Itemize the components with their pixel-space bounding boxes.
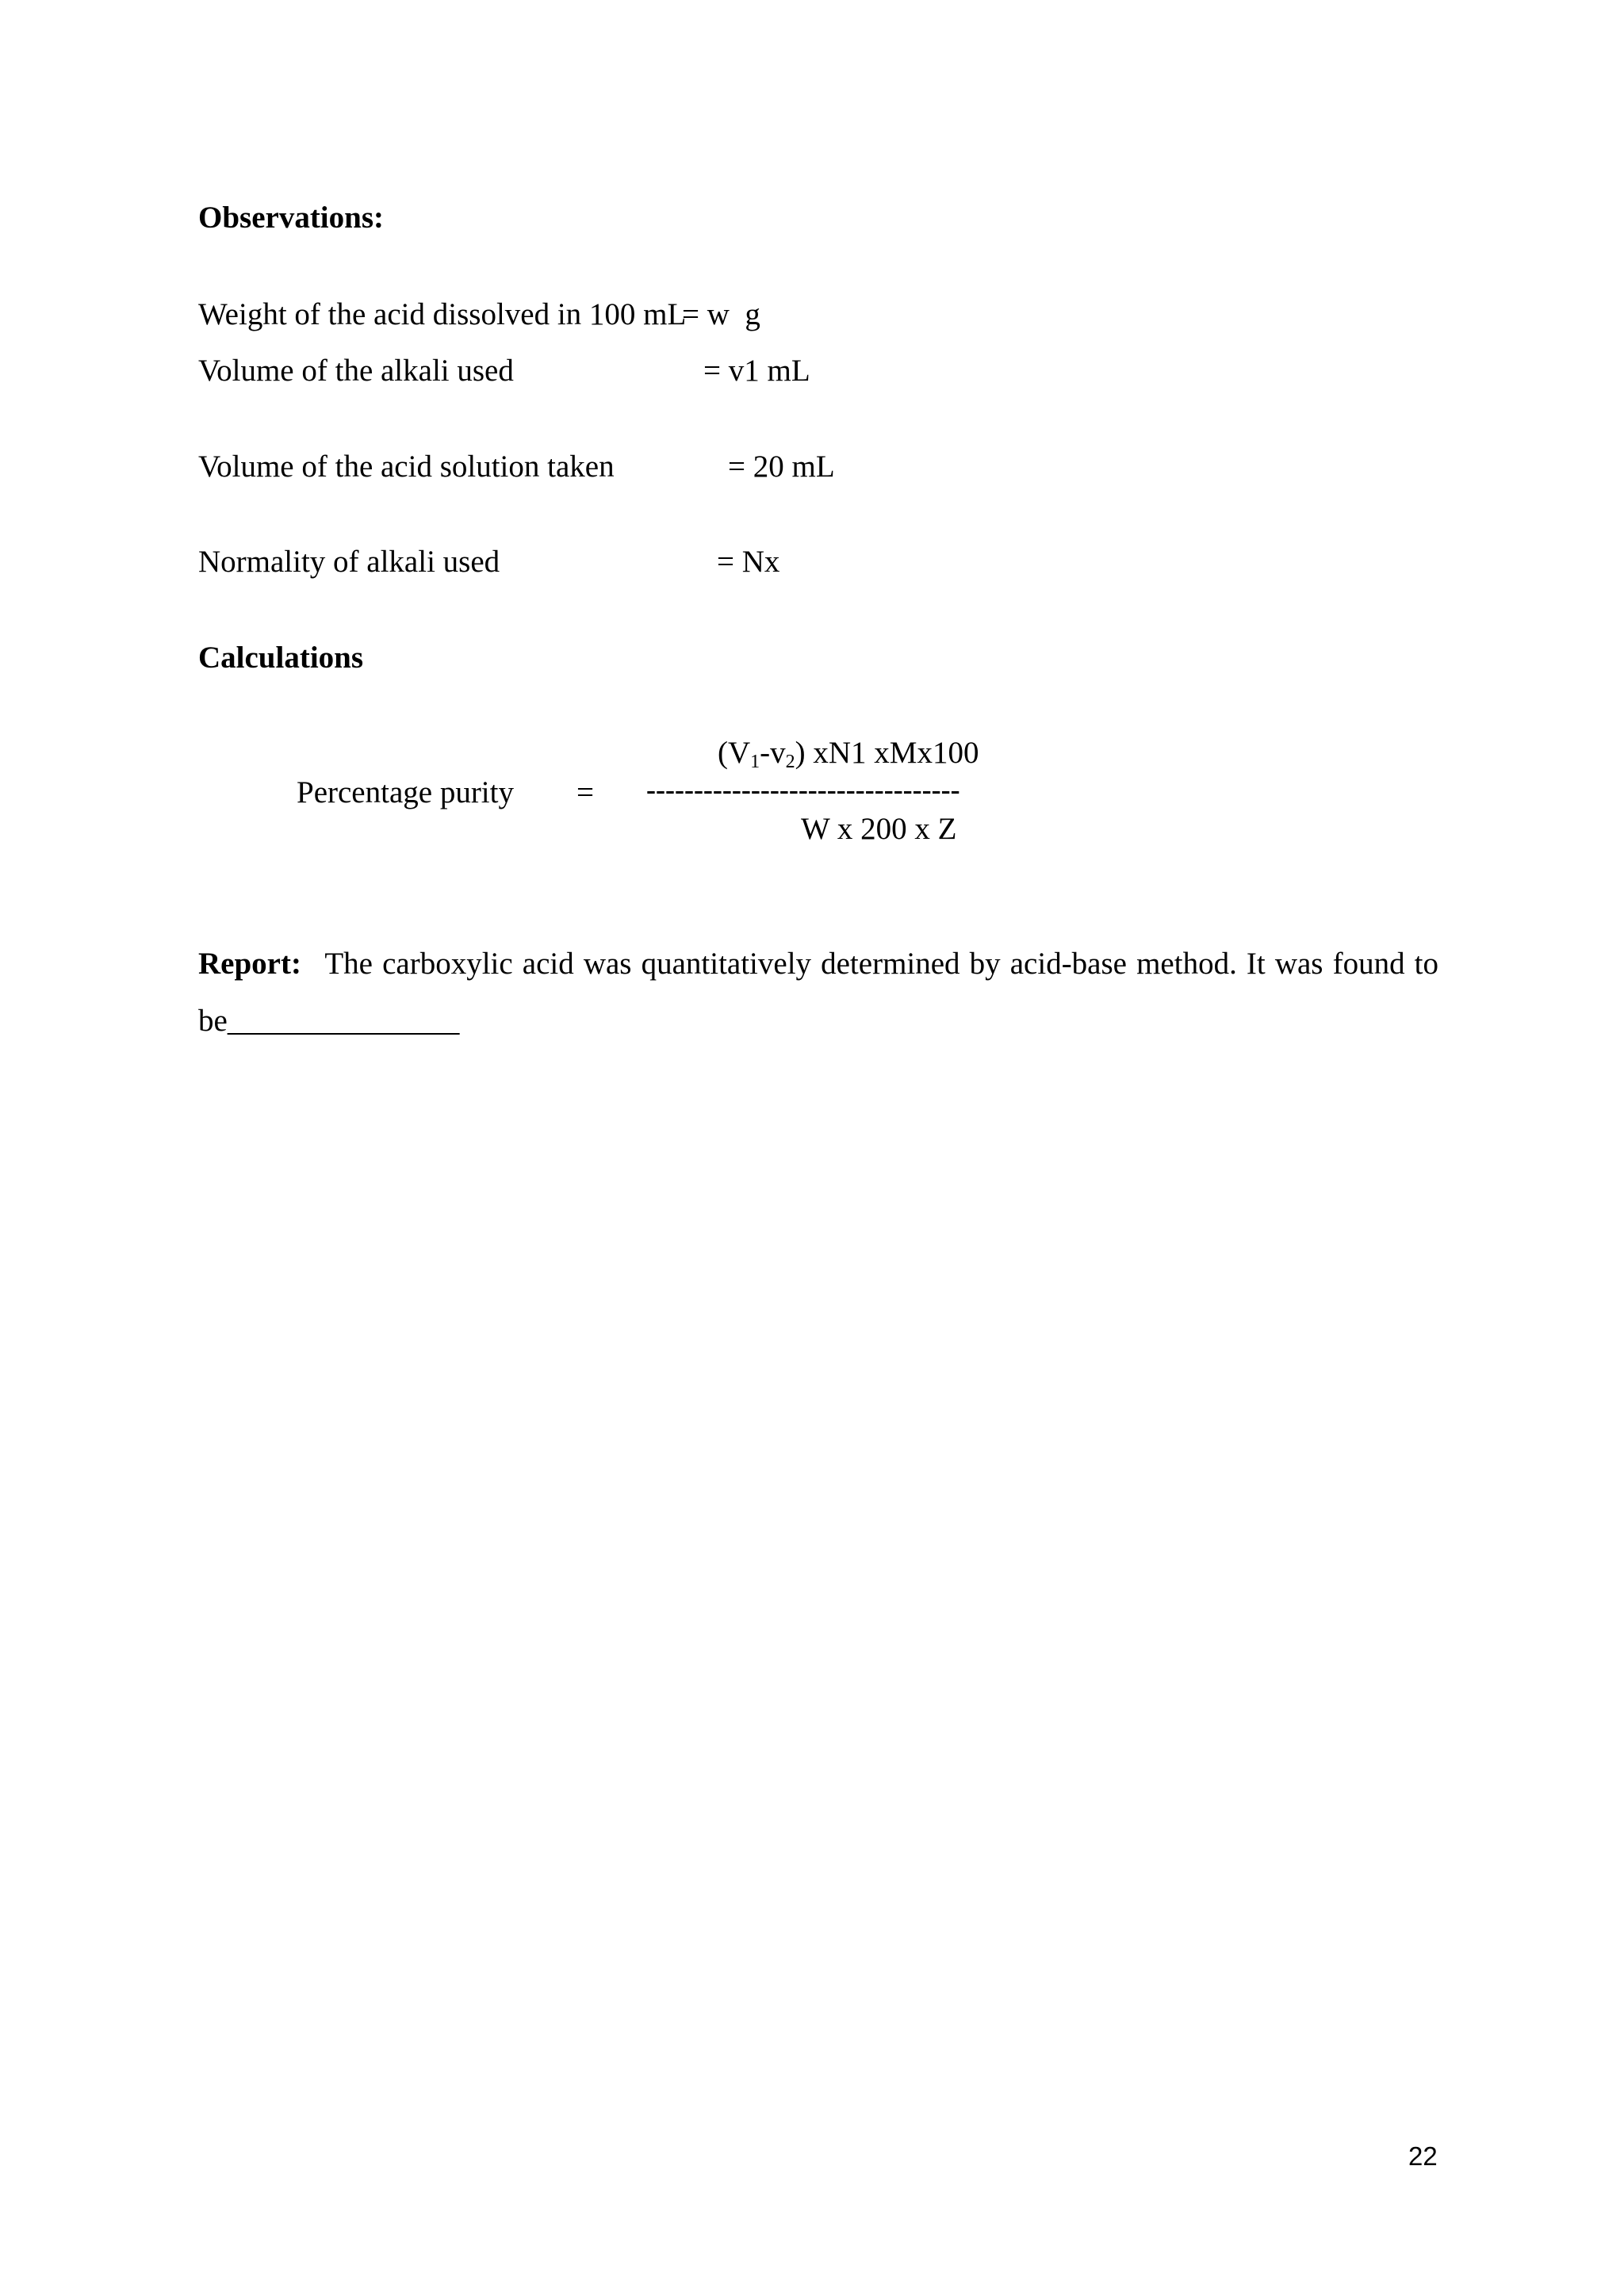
report-text: The carboxylic acid was quantitatively determined by acid-base method. It was found to be — [198, 947, 1439, 1038]
report-paragraph — [198, 936, 1438, 1050]
fraction-bar: --------------------------------- — [646, 774, 960, 806]
observation-label-weight: Weight of the acid dissolved in 100 mL — [198, 297, 687, 331]
observation-label-alkali-volume: Volume of the alkali used — [198, 354, 514, 388]
formula-numerator — [718, 736, 979, 772]
observation-value-acid-volume: = 20 mL — [728, 450, 835, 484]
report-blank-line: _______________ — [227, 1004, 460, 1038]
numerator-subscript-1: 1 — [750, 752, 760, 772]
observation-value-alkali-volume: = v1 mL — [703, 354, 810, 388]
observations-heading: Observations: — [198, 201, 384, 235]
page-number: 22 — [1408, 2141, 1438, 2171]
report-label: Report: — [198, 947, 301, 981]
formula-label: Percentage purity — [297, 775, 514, 809]
observation-value-weight: = w g — [682, 297, 760, 331]
observation-label-acid-volume: Volume of the acid solution taken — [198, 450, 615, 484]
numerator-rest: ) xN1 xMx100 — [795, 736, 979, 770]
formula-equals: = — [576, 775, 594, 809]
numerator-subscript-2: 2 — [785, 752, 795, 772]
calculations-heading: Calculations — [198, 641, 364, 675]
observation-value-normality: = Nx — [717, 545, 780, 579]
numerator-mid: -v — [760, 736, 786, 770]
numerator-open: (V — [718, 736, 751, 770]
observation-label-normality: Normality of alkali used — [198, 545, 500, 579]
formula-denominator: W x 200 x Z — [801, 812, 957, 846]
